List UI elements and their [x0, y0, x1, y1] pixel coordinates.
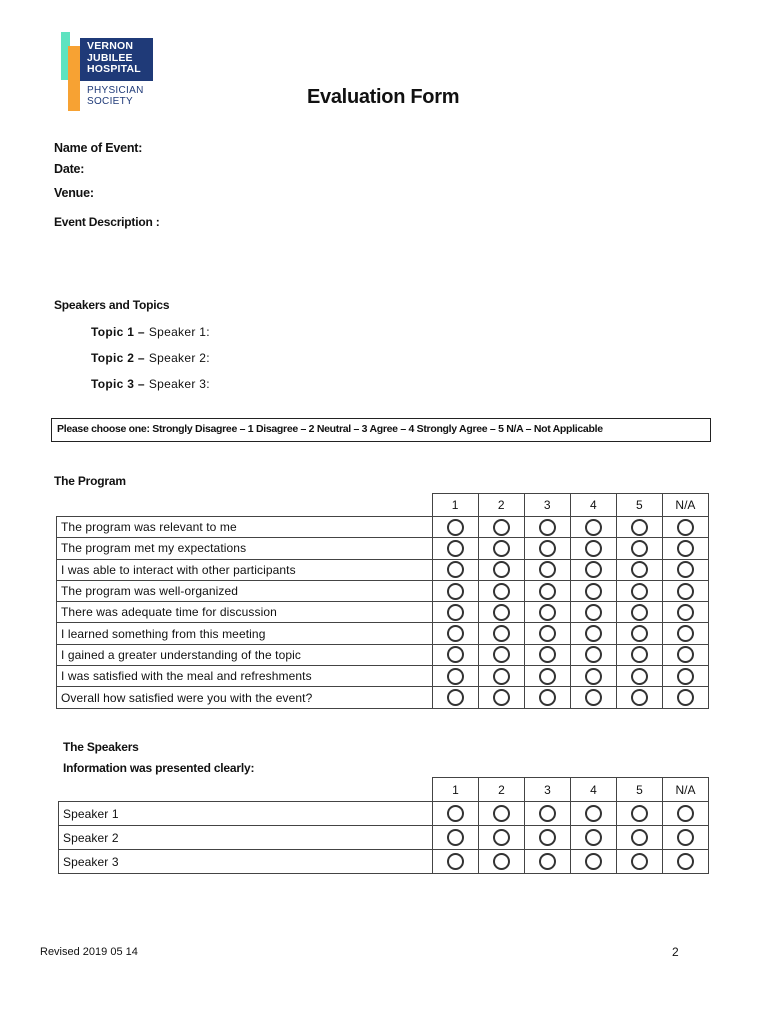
topic-2: [91, 351, 210, 365]
rating-cell: [570, 538, 616, 559]
rating-radio-button[interactable]: [493, 540, 510, 557]
rating-cell: [662, 644, 708, 665]
revised-date: Revised 2019 05 14: [40, 946, 138, 958]
rating-cell: [616, 602, 662, 623]
table-row: [57, 559, 709, 580]
rating-cell: [616, 580, 662, 601]
rating-radio-button[interactable]: [447, 561, 464, 578]
column-header: 1: [433, 778, 479, 802]
rating-radio-button[interactable]: [493, 689, 510, 706]
rating-radio-button[interactable]: [585, 625, 602, 642]
event-description-label: Event Description :: [54, 215, 160, 229]
table-row: [57, 644, 709, 665]
table-row: [57, 517, 709, 538]
rating-cell: [570, 623, 616, 644]
rating-radio-button[interactable]: [447, 519, 464, 536]
rating-cell: [571, 826, 617, 850]
rating-radio-button[interactable]: [677, 829, 694, 846]
rating-radio-button[interactable]: [677, 625, 694, 642]
rating-cell: [570, 602, 616, 623]
rating-radio-button[interactable]: [493, 519, 510, 536]
rating-radio-button[interactable]: [539, 625, 556, 642]
speakers-topics-heading: Speakers and Topics: [54, 298, 170, 312]
rating-cell: [478, 687, 524, 708]
rating-radio-button[interactable]: [447, 583, 464, 600]
rating-radio-button[interactable]: [585, 646, 602, 663]
program-statement: I was able to interact with other participants: [57, 559, 433, 580]
rating-cell: [479, 826, 525, 850]
rating-cell: [478, 580, 524, 601]
rating-radio-button[interactable]: [677, 805, 694, 822]
rating-radio-button[interactable]: [539, 583, 556, 600]
rating-cell: [617, 802, 663, 826]
date-label: Date:: [54, 162, 85, 176]
rating-cell: [662, 538, 708, 559]
rating-radio-button[interactable]: [631, 519, 648, 536]
rating-cell: [433, 826, 479, 850]
program-statement: I was satisfied with the meal and refreshments: [57, 666, 433, 687]
logo-orange-bar: [68, 46, 80, 111]
topic-speaker: Speaker 3:: [148, 377, 210, 391]
program-statement: I learned something from this meeting: [57, 623, 433, 644]
table-row: [57, 602, 709, 623]
rating-cell: [570, 580, 616, 601]
rating-radio-button[interactable]: [677, 561, 694, 578]
table-row: [57, 666, 709, 687]
program-rating-table: [56, 493, 709, 709]
rating-radio-button[interactable]: [677, 689, 694, 706]
rating-cell: [663, 802, 709, 826]
rating-cell: [662, 666, 708, 687]
venue-label: Venue:: [54, 186, 94, 200]
speaker-statement: Speaker 1: [59, 802, 433, 826]
rating-cell: [524, 538, 570, 559]
rating-radio-button[interactable]: [493, 583, 510, 600]
logo-line: VERNON: [87, 40, 134, 52]
table-row: [57, 538, 709, 559]
rating-radio-button[interactable]: [631, 604, 648, 621]
rating-cell: [479, 850, 525, 874]
rating-cell: [662, 602, 708, 623]
rating-cell: [570, 559, 616, 580]
rating-cell: [524, 559, 570, 580]
rating-radio-button[interactable]: [447, 668, 464, 685]
rating-radio-button[interactable]: [631, 805, 648, 822]
column-header: 3: [525, 778, 571, 802]
rating-radio-button[interactable]: [539, 604, 556, 621]
rating-cell: [432, 559, 478, 580]
logo-sub-line: SOCIETY: [87, 95, 133, 107]
rating-cell: [432, 623, 478, 644]
rating-radio-button[interactable]: [493, 646, 510, 663]
rating-cell: [525, 802, 571, 826]
rating-radio-button[interactable]: [677, 540, 694, 557]
rating-cell: [433, 802, 479, 826]
topic-1: [91, 325, 210, 339]
rating-radio-button[interactable]: [539, 805, 556, 822]
rating-radio-button[interactable]: [631, 689, 648, 706]
logo-hospital-name: [80, 38, 153, 81]
rating-cell: [616, 538, 662, 559]
rating-cell: [662, 517, 708, 538]
rating-radio-button[interactable]: [631, 853, 648, 870]
program-statement: The program was well-organized: [57, 580, 433, 601]
rating-cell: [662, 623, 708, 644]
rating-cell: [524, 517, 570, 538]
speaker-statement: Speaker 2: [59, 826, 433, 850]
program-heading: The Program: [54, 474, 126, 488]
rating-cell: [524, 602, 570, 623]
column-header: 4: [570, 494, 616, 517]
name-of-event-label: Name of Event:: [54, 141, 143, 155]
topic-3: [91, 377, 210, 391]
rating-cell: [479, 802, 525, 826]
rating-cell: [616, 687, 662, 708]
rating-radio-button[interactable]: [585, 668, 602, 685]
rating-radio-button[interactable]: [539, 668, 556, 685]
rating-cell: [570, 666, 616, 687]
page-title: Evaluation Form: [307, 86, 460, 108]
rating-radio-button[interactable]: [585, 583, 602, 600]
rating-radio-button[interactable]: [493, 625, 510, 642]
rating-cell: [525, 850, 571, 874]
rating-cell: [616, 559, 662, 580]
rating-cell: [617, 850, 663, 874]
topic-speaker: Speaker 1:: [148, 325, 210, 339]
rating-cell: [662, 687, 708, 708]
rating-radio-button[interactable]: [631, 583, 648, 600]
column-header: 3: [524, 494, 570, 517]
column-header: N/A: [662, 494, 708, 517]
rating-cell: [524, 687, 570, 708]
rating-radio-button[interactable]: [677, 583, 694, 600]
rating-radio-button[interactable]: [539, 829, 556, 846]
rating-radio-button[interactable]: [493, 604, 510, 621]
column-header: 2: [479, 778, 525, 802]
rating-radio-button[interactable]: [447, 604, 464, 621]
column-header: 2: [478, 494, 524, 517]
rating-radio-button[interactable]: [585, 519, 602, 536]
rating-cell: [478, 538, 524, 559]
rating-cell: [617, 826, 663, 850]
rating-cell: [478, 666, 524, 687]
rating-cell: [663, 826, 709, 850]
rating-radio-button[interactable]: [539, 540, 556, 557]
rating-radio-button[interactable]: [631, 625, 648, 642]
rating-radio-button[interactable]: [493, 805, 510, 822]
table-row: [59, 826, 709, 850]
rating-radio-button[interactable]: [677, 853, 694, 870]
rating-cell: [571, 802, 617, 826]
table-header-blank: [57, 494, 433, 517]
rating-radio-button[interactable]: [447, 689, 464, 706]
rating-cell: [432, 580, 478, 601]
rating-cell: [616, 666, 662, 687]
rating-cell: [478, 602, 524, 623]
rating-radio-button[interactable]: [447, 646, 464, 663]
rating-cell: [616, 623, 662, 644]
rating-cell: [662, 580, 708, 601]
rating-cell: [478, 623, 524, 644]
program-statement: The program was relevant to me: [57, 517, 433, 538]
rating-radio-button[interactable]: [539, 519, 556, 536]
rating-radio-button[interactable]: [493, 853, 510, 870]
rating-cell: [571, 850, 617, 874]
rating-radio-button[interactable]: [539, 689, 556, 706]
rating-radio-button[interactable]: [447, 853, 464, 870]
rating-cell: [662, 559, 708, 580]
rating-radio-button[interactable]: [677, 646, 694, 663]
table-row: [59, 802, 709, 826]
rating-cell: [570, 687, 616, 708]
column-header: 1: [432, 494, 478, 517]
rating-cell: [663, 850, 709, 874]
rating-cell: [432, 517, 478, 538]
table-row: [59, 850, 709, 874]
rating-cell: [525, 826, 571, 850]
rating-radio-button[interactable]: [539, 561, 556, 578]
rating-radio-button[interactable]: [677, 604, 694, 621]
rating-cell: [570, 517, 616, 538]
column-header: N/A: [663, 778, 709, 802]
rating-cell: [432, 666, 478, 687]
rating-cell: [478, 517, 524, 538]
speakers-subheading: Information was presented clearly:: [63, 761, 255, 775]
rating-radio-button[interactable]: [631, 668, 648, 685]
program-statement: I gained a greater understanding of the topic: [57, 644, 433, 665]
rating-cell: [524, 666, 570, 687]
topic-speaker: Speaker 2:: [148, 351, 210, 365]
program-statement: The program met my expectations: [57, 538, 433, 559]
rating-radio-button[interactable]: [585, 829, 602, 846]
rating-cell: [616, 517, 662, 538]
program-statement: Overall how satisfied were you with the event?: [57, 687, 433, 708]
rating-radio-button[interactable]: [447, 829, 464, 846]
rating-radio-button[interactable]: [585, 689, 602, 706]
rating-radio-button[interactable]: [539, 646, 556, 663]
rating-radio-button[interactable]: [539, 853, 556, 870]
rating-radio-button[interactable]: [585, 853, 602, 870]
table-header-blank: [59, 778, 433, 802]
rating-cell: [432, 602, 478, 623]
rating-radio-button[interactable]: [493, 829, 510, 846]
rating-radio-button[interactable]: [447, 540, 464, 557]
logo-line: HOSPITAL: [87, 63, 141, 75]
rating-radio-button[interactable]: [631, 540, 648, 557]
rating-cell: [570, 644, 616, 665]
rating-radio-button[interactable]: [585, 561, 602, 578]
rating-cell: [524, 623, 570, 644]
column-header: 5: [616, 494, 662, 517]
rating-radio-button[interactable]: [677, 519, 694, 536]
table-row: [57, 580, 709, 601]
column-header: 5: [617, 778, 663, 802]
rating-radio-button[interactable]: [447, 625, 464, 642]
rating-radio-button[interactable]: [677, 668, 694, 685]
topic-label: Topic 2 –: [91, 351, 145, 365]
rating-cell: [432, 687, 478, 708]
scale-instructions: Please choose one: Strongly Disagree – 1 Disagree – 2 Neutral – 3 Agree – 4 Strongly Agree – 5 N/A – Not Applicable: [51, 418, 711, 442]
rating-cell: [478, 644, 524, 665]
rating-cell: [524, 580, 570, 601]
logo-line: JUBILEE: [87, 51, 133, 64]
speakers-rating-table: [58, 777, 709, 874]
rating-radio-button[interactable]: [631, 829, 648, 846]
rating-radio-button[interactable]: [447, 805, 464, 822]
rating-radio-button[interactable]: [585, 540, 602, 557]
rating-cell: [524, 644, 570, 665]
rating-radio-button[interactable]: [493, 668, 510, 685]
logo-sub-line: PHYSICIAN: [87, 85, 144, 96]
rating-cell: [616, 644, 662, 665]
rating-cell: [478, 559, 524, 580]
speakers-heading: The Speakers: [63, 740, 139, 754]
page-number: 2: [672, 945, 679, 959]
rating-cell: [432, 644, 478, 665]
table-row: [57, 687, 709, 708]
rating-radio-button[interactable]: [493, 561, 510, 578]
topic-label: Topic 1 –: [91, 325, 145, 339]
rating-radio-button[interactable]: [585, 805, 602, 822]
topic-label: Topic 3 –: [91, 377, 145, 391]
speaker-statement: Speaker 3: [59, 850, 433, 874]
table-row: [57, 623, 709, 644]
program-statement: There was adequate time for discussion: [57, 602, 433, 623]
rating-radio-button[interactable]: [585, 604, 602, 621]
rating-radio-button[interactable]: [631, 646, 648, 663]
column-header: 4: [571, 778, 617, 802]
rating-cell: [432, 538, 478, 559]
rating-radio-button[interactable]: [631, 561, 648, 578]
logo-society-name: [87, 86, 144, 107]
rating-cell: [433, 850, 479, 874]
